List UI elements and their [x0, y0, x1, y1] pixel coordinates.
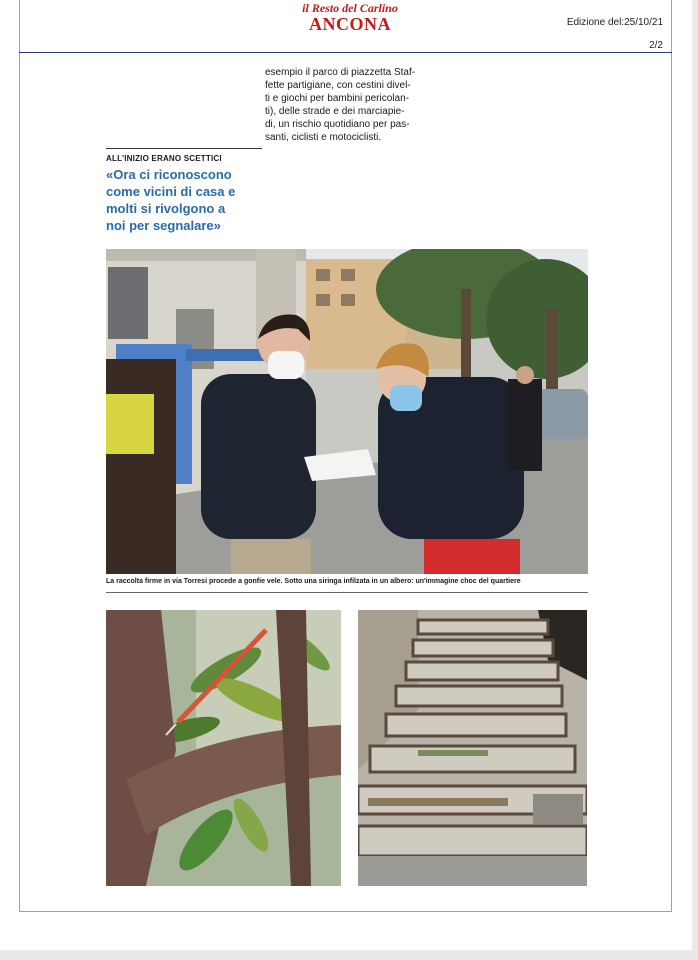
masthead-line1: il Resto del Carlino [302, 1, 398, 15]
article-line: santi, ciclisti e motociclisti. [265, 132, 382, 143]
quote-line: molti si rivolgono a [106, 201, 226, 216]
sidebar-rule [106, 148, 262, 149]
photo-syringe-tree [106, 610, 341, 886]
photo-stairs [358, 610, 587, 886]
article-body [265, 66, 435, 144]
edition-date: Edizione del:25/10/21 [566, 17, 663, 28]
page-number: 2/2 [649, 40, 663, 51]
article-line: di, un rischio quotidiano per pas- [265, 119, 410, 130]
masthead-logo [280, 2, 420, 33]
header-rule [19, 52, 672, 53]
masthead-line2: ANCONA [309, 14, 391, 34]
sidebar-kicker: ALL'INIZIO ERANO SCETTICI [106, 154, 222, 163]
article-line: ti), delle strade e dei marciapie- [265, 106, 405, 117]
photo-caption: La raccolta firme in via Torresi procede a gonfie vele. Sotto una siringa infilzata in un albero: un'immagine choc del quartiere [106, 578, 521, 585]
photo-signature-collection [106, 249, 588, 574]
article-line: fette partigiane, con cestini divel- [265, 80, 411, 91]
quote-line: noi per segnalare» [106, 218, 221, 233]
quote-line: come vicini di casa e [106, 184, 236, 199]
sidebar-quote [106, 166, 276, 234]
caption-rule [106, 592, 588, 593]
quote-line: «Ora ci riconoscono [106, 167, 232, 182]
article-line: ti e giochi per bambini pericolan- [265, 93, 409, 104]
article-line: esempio il parco di piazzetta Staf- [265, 67, 416, 78]
